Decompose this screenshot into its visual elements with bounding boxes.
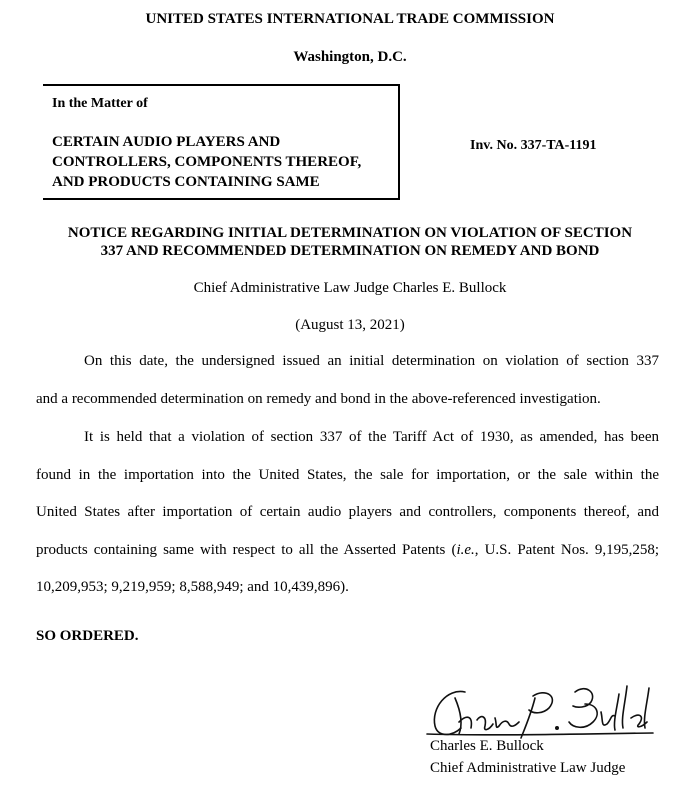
paragraph-line: It is held that a violation of section 337 of the Tariff Act of 1930, as amended, has been [84,429,659,445]
notice-title-line: 337 AND RECOMMENDED DETERMINATION ON REMEDY AND BOND [100,243,600,259]
signatory-title: Chief Administrative Law Judge [430,760,626,776]
agency-heading: UNITED STATES INTERNATIONAL TRADE COMMISSION [145,11,555,27]
paragraph-line: United States after importation of certain audio players and controllers, components thereof, and [36,504,659,520]
notice-title-line: NOTICE REGARDING INITIAL DETERMINATION ON VIOLATION OF SECTION [67,225,633,241]
date-line: (August 13, 2021) [295,317,405,333]
investigation-number: Inv. No. 337-TA-1191 [470,138,597,153]
signatory-name: Charles E. Bullock [430,738,544,754]
city-heading: Washington, D.C. [293,49,407,65]
judge-line: Chief Administrative Law Judge Charles E. Bullock [193,280,507,296]
line-text: , U.S. Patent Nos. 9,195,258; [474,541,660,558]
notice-title [0,224,700,260]
matter-label: In the Matter of [52,96,148,111]
line-text: products containing same with respect to all the Asserted Patents ( [36,541,457,558]
paragraph-1 [36,343,659,418]
handwritten-signature [425,678,655,746]
caption-line: CERTAIN AUDIO PLAYERS AND [52,134,281,150]
paragraph-line: and a recommended determination on remedy and bond in the above-referenced investigation. [36,390,601,407]
caption-line: CONTROLLERS, COMPONENTS THEREOF, [52,154,362,170]
paragraph-line: found in the importation into the United States, the sale for importation, or the sale within the [36,466,659,483]
ie-abbrev: i.e. [456,541,475,558]
paragraph-line: On this date, the undersigned issued an initial determination on violation of section 337 [84,353,659,369]
case-caption [52,132,397,192]
so-ordered: SO ORDERED. [36,628,139,644]
paragraph-line: 10,209,953; 9,219,959; 8,588,949; and 10,439,896). [36,579,349,595]
caption-line: AND PRODUCTS CONTAINING SAME [52,174,320,190]
paragraph-2 [36,419,659,607]
paragraph-line [36,532,659,570]
